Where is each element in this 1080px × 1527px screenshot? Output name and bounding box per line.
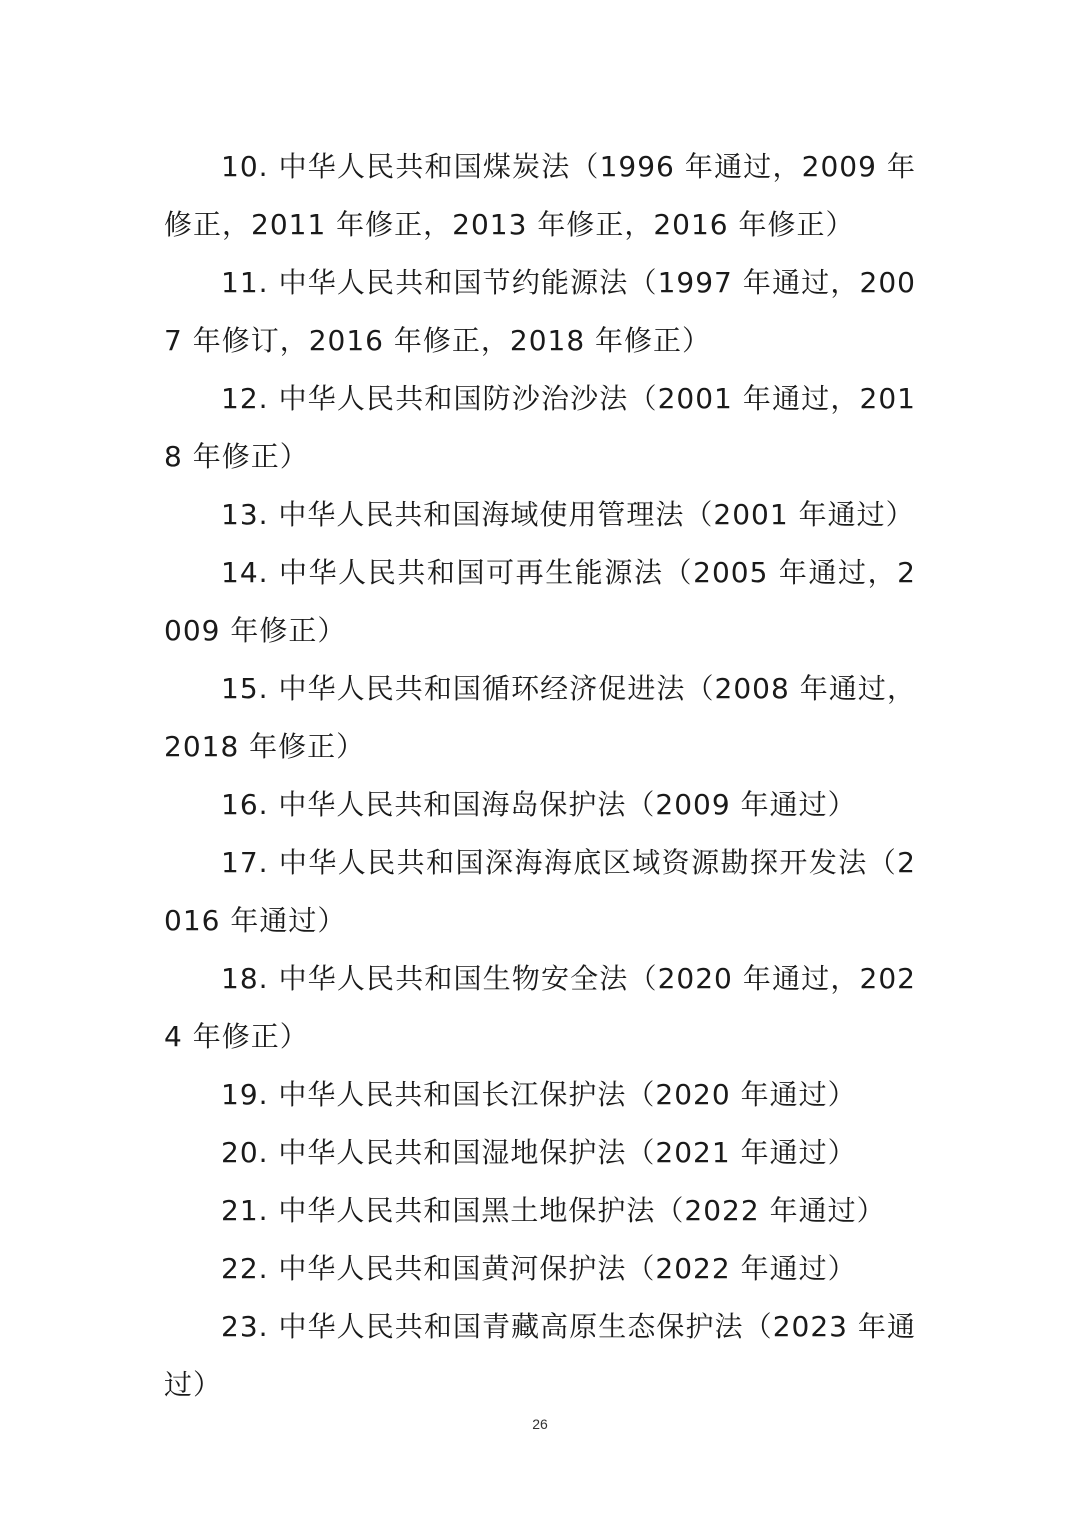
law-item-10: 10. 中华人民共和国煤炭法（1996 年通过，2009 年修正，2011 年修正，2013 年修正，2016 年修正） [164, 150, 916, 241]
law-item-17: 17. 中华人民共和国深海海底区域资源勘探开发法（2016 年通过） [164, 846, 916, 937]
law-item-11: 11. 中华人民共和国节约能源法（1997 年通过，2007 年修订，2016 年修正，2018 年修正） [164, 266, 916, 357]
law-item-20: 20. 中华人民共和国湿地保护法（2021 年通过） [221, 1136, 857, 1169]
law-item-23: 23. 中华人民共和国青藏高原生态保护法（2023 年通过） [164, 1310, 916, 1401]
law-item-13: 13. 中华人民共和国海域使用管理法（2001 年通过） [221, 498, 915, 531]
law-list [164, 138, 916, 1414]
law-item-18: 18. 中华人民共和国生物安全法（2020 年通过，2024 年修正） [164, 962, 916, 1053]
law-item-16: 16. 中华人民共和国海岛保护法（2009 年通过） [221, 788, 857, 821]
law-item-15: 15. 中华人民共和国循环经济促进法（2008 年通过，2018 年修正） [164, 672, 916, 763]
law-item-21: 21. 中华人民共和国黑土地保护法（2022 年通过） [221, 1194, 886, 1227]
law-item-12: 12. 中华人民共和国防沙治沙法（2001 年通过，2018 年修正） [164, 382, 916, 473]
law-item-22: 22. 中华人民共和国黄河保护法（2022 年通过） [221, 1252, 857, 1285]
law-item-19: 19. 中华人民共和国长江保护法（2020 年通过） [221, 1078, 857, 1111]
law-item-14: 14. 中华人民共和国可再生能源法（2005 年通过，2009 年修正） [164, 556, 916, 647]
page-number: 26 [532, 1416, 548, 1432]
